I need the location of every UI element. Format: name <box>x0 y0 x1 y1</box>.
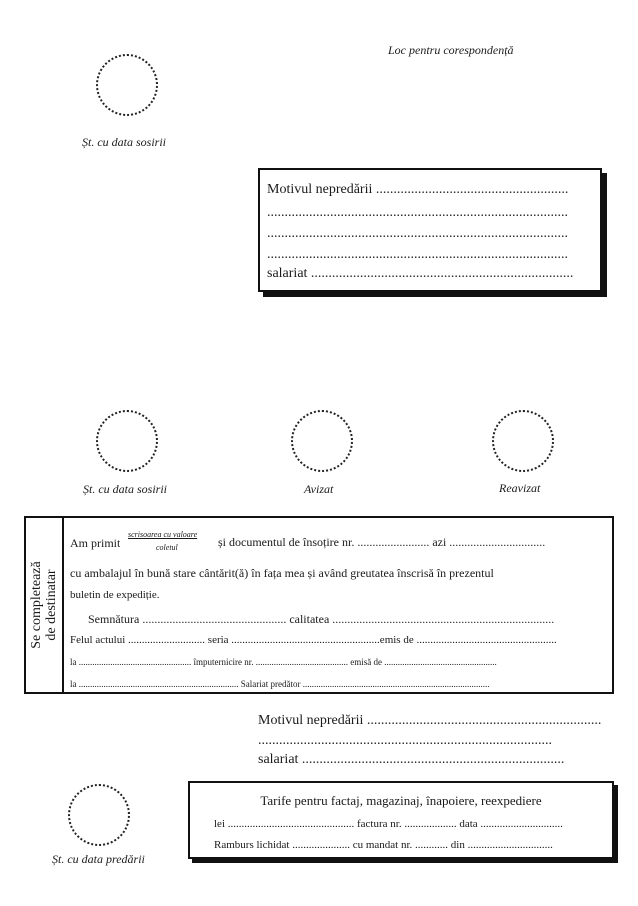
destinatar-row-4: Semnătura ................................................ calitatea .......................................................................... <box>88 612 555 626</box>
destinatar-row-7: la ....................................................................... Salariat predător ................................................................................... <box>70 679 490 689</box>
stamp-circle-predare <box>68 784 130 846</box>
am-primit-text: Am primit <box>70 536 121 550</box>
destinatar-row-5: Felul actului ............................ seria ......................................................emis de ................................................... <box>70 634 557 646</box>
motiv-box-line-3: ...................................................................................... <box>267 226 568 241</box>
stamp-label-avizat: Avizat <box>304 482 334 496</box>
motiv-plain-line-2: .................................................................................... <box>258 733 552 748</box>
motiv-box-line-1: Motivul nepredării ....................................................... <box>267 182 569 197</box>
motiv-box-salariat: salariat ........................................................................... <box>267 266 574 281</box>
destinatar-section <box>24 516 614 694</box>
motiv-nepredare-box <box>258 168 602 292</box>
stamp-label-sosire: Șt. cu data sosirii <box>83 482 168 496</box>
motiv-box-line-2: ...................................................................................... <box>267 205 568 220</box>
stamp-circle-avizat <box>291 410 353 472</box>
stamp-circle-sosire <box>96 410 158 472</box>
tarife-row-1: lei .............................................. factura nr. ................... data .............................. <box>214 818 563 830</box>
destinatar-side-label <box>26 518 64 692</box>
fraction-top: scrisoarea cu valoare <box>128 530 198 539</box>
tarife-title: Tarife pentru factaj, magazinaj, înapoiere, reexpediere <box>260 793 542 808</box>
stamp-circle-sosire-top <box>96 54 158 116</box>
fraction-bottom: coletul <box>156 543 178 552</box>
stamp-label-sosire-top: Șt. cu data sosirii <box>82 135 167 149</box>
stamp-label-predare: Șt. cu data predării <box>52 852 145 866</box>
stamp-circle-reavizat <box>492 410 554 472</box>
side-label-line-1: Se completează <box>29 561 44 649</box>
destinatar-row-3: buletin de expediție. <box>70 589 160 601</box>
destinatar-row-2: cu ambalajul în bună stare cântărit(ă) în fața mea și având greutatea înscrisă în prezentul <box>70 566 494 580</box>
loc-corespondenta-label: Loc pentru corespondență <box>388 43 514 57</box>
destinatar-row-1: și documentul de însoțire nr. ........................ azi ................................ <box>218 535 546 549</box>
tarife-box <box>188 781 614 859</box>
side-label-line-2: de destinatar <box>44 569 59 641</box>
motiv-plain-line-1: Motivul nepredării ................................................................... <box>258 713 602 728</box>
motiv-plain-salariat: salariat ........................................................................... <box>258 752 565 767</box>
destinatar-row-6: la .................................................. împuternicire nr. ......................................... emisă de .................................................. <box>70 657 497 667</box>
tarife-row-2: Ramburs lichidat ..................... cu mandat nr. ............ din ............................... <box>214 839 553 851</box>
motiv-box-line-4: ...................................................................................... <box>267 247 568 262</box>
stamp-label-reavizat: Reavizat <box>499 481 541 495</box>
